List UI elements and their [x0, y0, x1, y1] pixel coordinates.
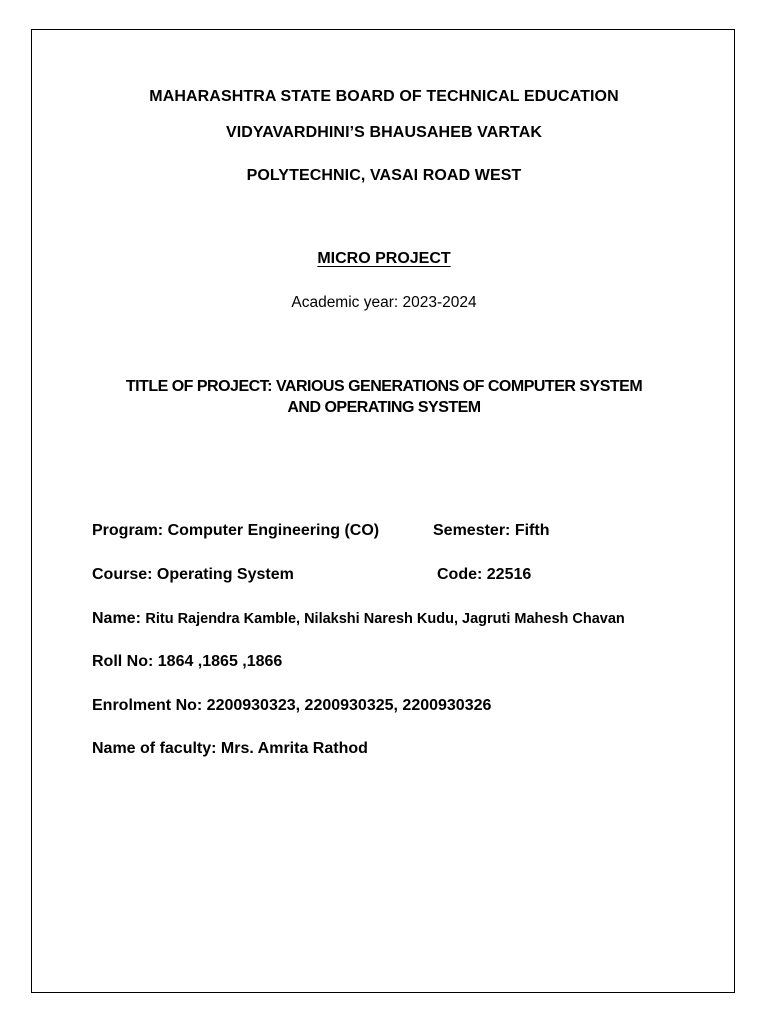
student-names-value: Ritu Rajendra Kamble, Nilakshi Naresh Kudu, Jagruti Mahesh Chavan: [145, 611, 625, 627]
board-heading: MAHARASHTRA STATE BOARD OF TECHNICAL EDUCATION: [149, 88, 619, 105]
academic-year: Academic year: 2023-2024: [291, 294, 477, 311]
institute-name-line1: VIDYAVARDHINI’S BHAUSAHEB VARTAK: [225, 124, 543, 141]
project-title: [90, 376, 678, 418]
micro-project-heading: MICRO PROJECT: [317, 250, 451, 267]
institute-name-line2: POLYTECHNIC, VASAI ROAD WEST: [246, 167, 522, 184]
project-title-line1: TITLE OF PROJECT: VARIOUS GENERATIONS OF COMPUTER SYSTEM: [125, 378, 643, 395]
project-title-line2: AND OPERATING SYSTEM: [287, 399, 481, 416]
program-field: Program: Computer Engineering (CO): [92, 522, 380, 539]
roll-no-field: Roll No: 1864 ,1865 ,1866: [92, 653, 283, 670]
enrolment-no-field: Enrolment No: 2200930323, 2200930325, 2200930326: [92, 697, 492, 714]
faculty-field: Name of faculty: Mrs. Amrita Rathod: [92, 740, 368, 757]
semester-field: Semester: Fifth: [433, 522, 550, 539]
course-field: Course: Operating System: [92, 566, 294, 583]
code-field: Code: 22516: [437, 566, 532, 583]
student-names-label: Name:: [92, 610, 141, 627]
student-names-field: [92, 610, 625, 628]
